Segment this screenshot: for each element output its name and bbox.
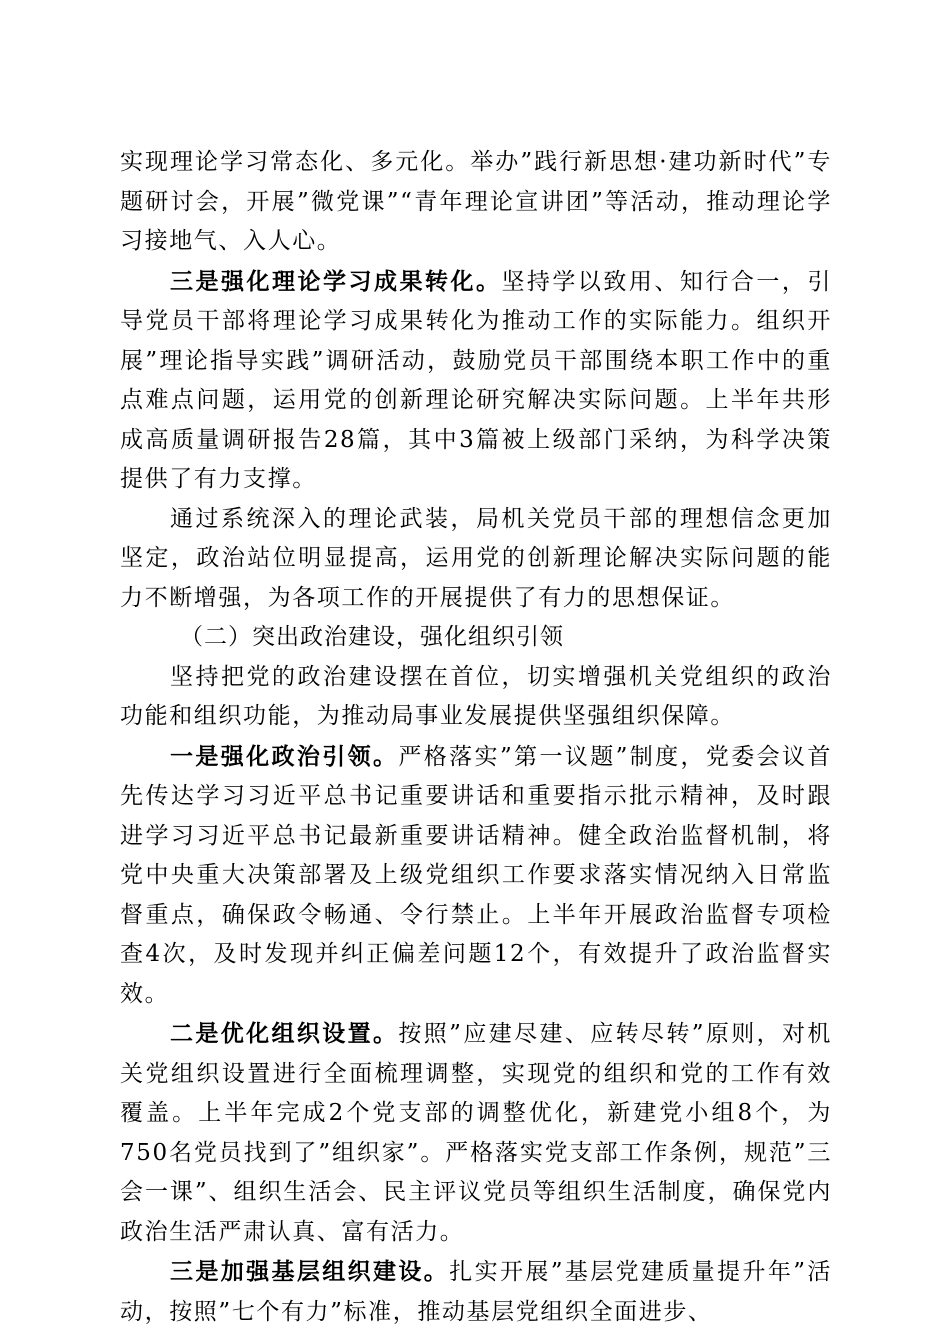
paragraph-lead: 三是强化理论学习成果转化。 xyxy=(170,267,502,295)
paragraph-text: 扎实开展”基层党建质量提升年”活动，按照”七个有力”标准，推动基层党组织全面进步、 xyxy=(120,1259,832,1325)
paragraph-text: 坚持把党的政治建设摆在首位，切实增强机关党组织的政治功能和组织功能，为推动局事业发展提供坚强组织保障。 xyxy=(120,663,832,729)
paragraph-text: 通过系统深入的理论武装，局机关党员干部的理想信念更加坚定，政治站位明显提高，运用党的创新理论解决实际问题的能力不断增强，为各项工作的开展提供了有力的思想保证。 xyxy=(120,505,832,611)
paragraph-lead: 一是强化政治引领。 xyxy=(170,742,399,770)
paragraph-organization-setup xyxy=(120,1014,832,1252)
section-heading: （二）突出政治建设，强化组织引领 xyxy=(180,624,564,650)
paragraph-text: 严格落实”第一议题”制度，党委会议首先传达学习习近平总书记重要讲话和重要指示批示精神，及时跟进学习习近平总书记最新重要讲话精神。健全政治监督机制，将党中央重大决策部署及上级党组织工作要求落实情况纳入日常监督重点，确保政令畅通、令行禁止。上半年开展政治监督专项检查4次，及时发现并纠正偏差问题12个，有效提升了政治监督实效。 xyxy=(120,743,832,1007)
paragraph-theory-outcomes xyxy=(120,262,832,500)
paragraph-lead: 二是优化组织设置。 xyxy=(170,1020,399,1047)
document-body xyxy=(120,143,832,1332)
paragraph-continued xyxy=(120,143,832,262)
paragraph-lead: 三是加强基层组织建设。 xyxy=(170,1258,450,1285)
paragraph-section-intro xyxy=(120,658,832,737)
paragraph-political-guidance xyxy=(120,737,832,1015)
paragraph-text: 坚持学以致用、知行合一，引导党员干部将理论学习成果转化为推动工作的实际能力。组织开展”理论指导实践”调研活动，鼓励党员干部围绕本职工作中的重点难点问题，运用党的创新理论研究解决实际问题。上半年共形成高质量调研报告28篇，其中3篇被上级部门采纳，为科学决策提供了有力支撑。 xyxy=(120,268,832,492)
paragraph-text: 按照”应建尽建、应转尽转”原则，对机关党组织设置进行全面梳理调整，实现党的组织和党的工作有效覆盖。上半年完成2个党支部的调整优化，新建党小组8个，为750名党员找到了”组织家”。严格落实党支部工作条例，规范”三会一课”、组织生活会、民主评议党员等组织生活制度，确保党内政治生活严肃认真、富有活力。 xyxy=(120,1021,832,1245)
paragraph-grassroots xyxy=(120,1252,832,1332)
paragraph-text: 实现理论学习常态化、多元化。举办”践行新思想·建功新时代”专题研讨会，开展”微党课”“青年理论宣讲团”等活动，推动理论学习接地气、入人心。 xyxy=(120,149,832,254)
paragraph-summary xyxy=(120,500,832,619)
